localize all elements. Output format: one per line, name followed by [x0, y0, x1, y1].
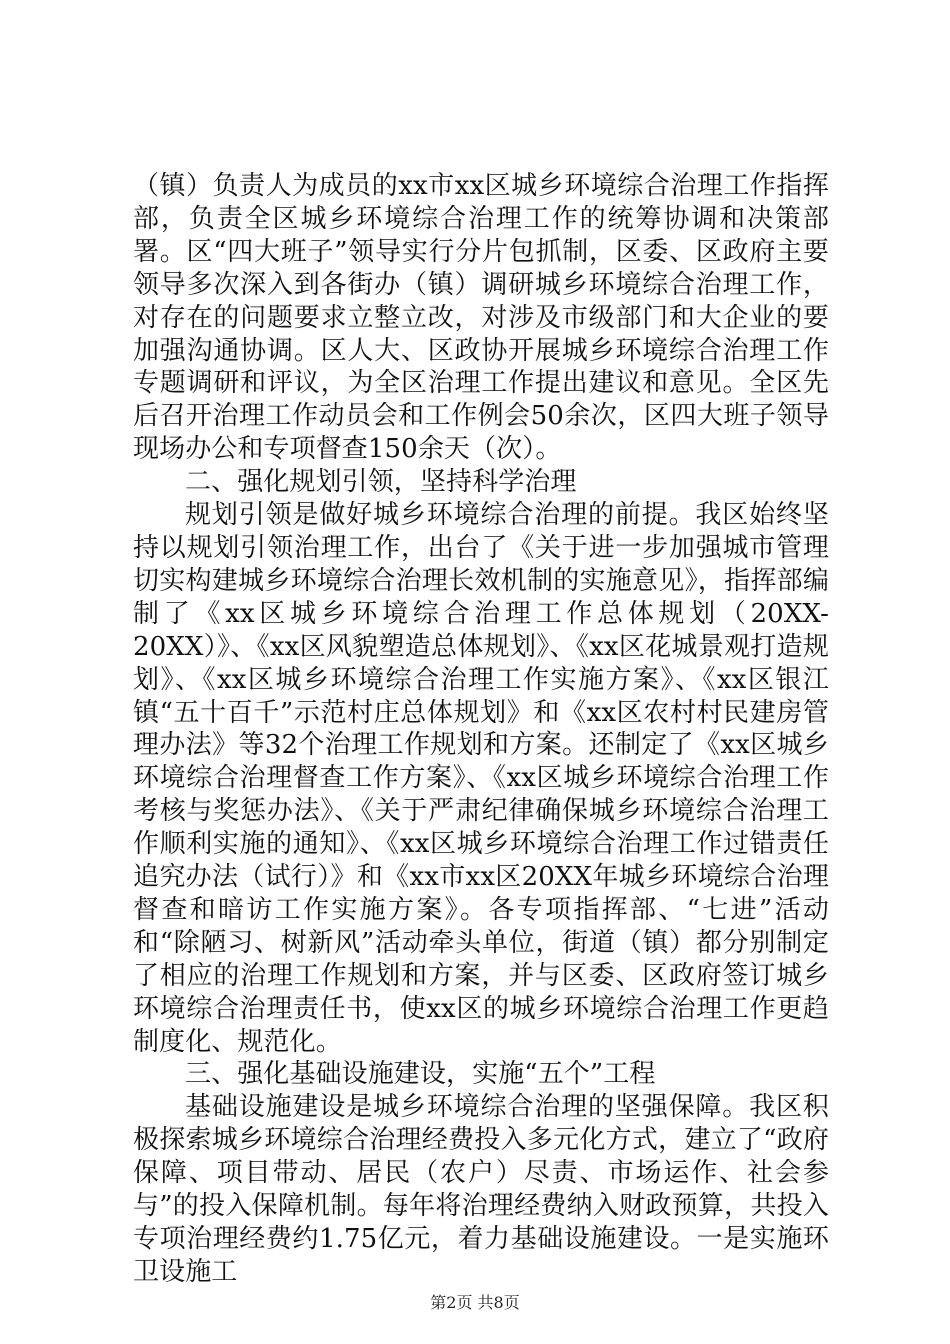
paragraph-continued: （镇）负责人为成员的xx市xx区城乡环境综合治理工作指挥部，负责全区城乡环境综合治理工作的统筹协调和决策部署。区“四大班子”领导实行分片包抓制，区委、区政府主要领导多次深入到各街办（镇）调研城乡环境综合治理工作，对存在的问题要求立整立改，对涉及市级部门和大企业的要加强沟通协调。区人大、区政协开展城乡环境综合治理工作专题调研和评议，为全区治理工作提出建议和意见。全区先后召开治理工作动员会和工作例会50余次，区四大班子领导现场办公和专项督查150余天（次）。: [133, 171, 829, 465]
document-body: [133, 170, 829, 1289]
paragraph-infrastructure: 基础设施建设是城乡环境综合治理的坚强保障。我区积极探索城乡环境综合治理经费投入多元化方式，建立了“政府保障、项目带动、居民（农户）尽责、市场运作、社会参与”的投入保障机制。每年将治理经费纳入财政预算，共投入专项治理经费约1.75亿元，着力基础设施建设。一是实施环卫设施工: [133, 1092, 829, 1287]
paragraph-planning: 规划引领是做好城乡环境综合治理的前提。我区始终坚持以规划引领治理工作，出台了《关于进一步加强城市管理切实构建城乡环境综合治理长效机制的实施意见》，指挥部编制了《xx区城乡环境综合治理工作总体规划（20XX-20XX）》、《xx区风貌塑造总体规划》、《xx区花城景观打造规划》、《xx区城乡环境综合治理工作实施方案》、《xx区银江镇“五十百千”示范村庄总体规划》和《xx区农村村民建房管理办法》等32个治理工作规划和方案。还制定了《xx区城乡环境综合治理督查工作方案》、《xx区城乡环境综合治理工作考核与奖惩办法》、《关于严肃纪律确保城乡环境综合治理工作顺利实施的通知》、《xx区城乡环境综合治理工作过错责任追究办法（试行）》和《xx市xx区20XX年城乡环境综合治理督查和暗访工作实施方案》。各专项指挥部、“七进”活动和“除陋习、树新风”活动牵头单位，街道（镇）都分别制定了相应的治理工作规划和方案，并与区委、区政府签订城乡环境综合治理责任书，使xx区的城乡环境综合治理工作更趋制度化、规范化。: [133, 500, 829, 1057]
section-heading-2: 二、强化规划引领，坚持科学治理: [185, 467, 577, 498]
section-heading-3: 三、强化基础设施建设，实施“五个”工程: [185, 1059, 656, 1090]
page-number-footer: 第2页 共8页: [430, 1293, 520, 1312]
